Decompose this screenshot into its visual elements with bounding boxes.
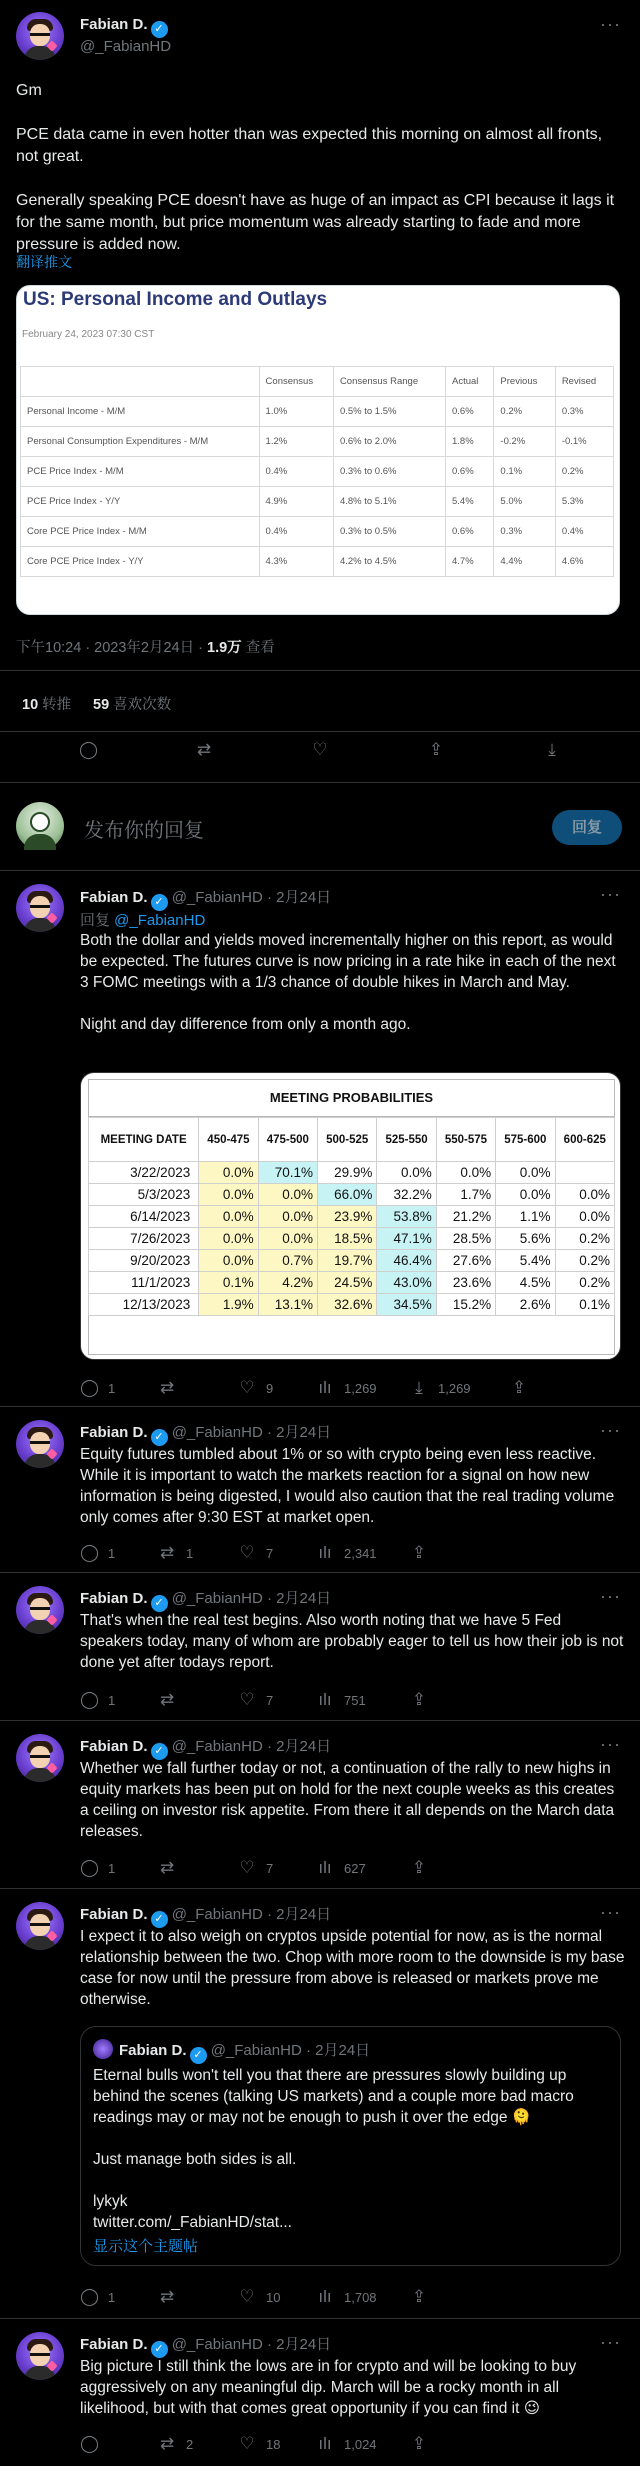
- verified-icon: ✓: [151, 1429, 168, 1446]
- timestamp[interactable]: 下午10:24 · 2023年2月24日 ·: [16, 640, 208, 656]
- author-name[interactable]: Fabian D.: [80, 889, 148, 906]
- meeting-date-cell: 11/1/2023: [89, 1272, 199, 1294]
- retweets-count: 10: [22, 697, 39, 713]
- quote-text: Eternal bulls won't tell you that there are pressures slowly building up behind the scenes (talking US markets) and a couple more bad macro readings may or may not be enough to push it over the edge 🫠 Just manage both sides is all. lykyk twitter.com/_FabianHD/stat...: [93, 2067, 574, 2231]
- more-icon[interactable]: ···: [600, 1902, 621, 1922]
- pce-table: [20, 366, 614, 577]
- verified-icon: ✓: [151, 1743, 168, 1760]
- probability-cell: 34.5%: [377, 1294, 436, 1316]
- actions-bar: [80, 2434, 428, 2454]
- reply-input[interactable]: 发布你的回复: [84, 820, 204, 842]
- share-icon: ⇪: [411, 1543, 427, 1562]
- likes-label: 喜欢次数: [109, 697, 172, 713]
- probability-title: MEETING PROBABILITIES: [88, 1079, 615, 1117]
- probability-row: [89, 1228, 615, 1250]
- reply-count: 1: [108, 1692, 116, 1708]
- actions-bar: [80, 1858, 428, 1878]
- pce-header-cell: Revised: [555, 367, 613, 397]
- tweet-date[interactable]: · 2月24日: [266, 1906, 332, 1923]
- likes-stat[interactable]: [93, 693, 171, 714]
- pce-cell: 0.6%: [445, 517, 493, 547]
- pce-cell: 0.4%: [555, 517, 613, 547]
- more-icon[interactable]: ···: [600, 14, 621, 34]
- avatar[interactable]: [16, 1902, 64, 1950]
- retweet-action[interactable]: [158, 2287, 238, 2307]
- probability-row: [89, 1272, 615, 1294]
- probability-cell: 1.7%: [436, 1184, 495, 1206]
- probability-row: [89, 1250, 615, 1272]
- probability-cell: 43.0%: [377, 1272, 436, 1294]
- heart-icon[interactable]: ♡: [312, 740, 328, 759]
- meeting-date-cell: 5/3/2023: [89, 1184, 199, 1206]
- reply-action[interactable]: [80, 1690, 158, 1710]
- tweet-text: That's when the real test begins. Also worth noting that we have 5 Fed speakers today, many of whom are probably eager to tell us how their job is not done yet after todays report.: [80, 1612, 624, 1671]
- probability-cell: 24.5%: [318, 1272, 377, 1294]
- probability-cell: 0.0%: [199, 1228, 258, 1250]
- tweet-date[interactable]: · 2月24日: [266, 1590, 332, 1607]
- views-count: 1,269: [344, 1380, 377, 1396]
- probability-cell: 0.0%: [496, 1162, 555, 1184]
- views-action[interactable]: [316, 2434, 410, 2454]
- tweet-text: Big picture I still think the lows are in for crypto and will be looking to buy aggressively on any meaningful dip. March will be a rocky month in all likelihood, but with that comes great opportunity if you can find it 😉: [80, 2358, 577, 2417]
- verified-icon: ✓: [151, 2341, 168, 2358]
- retweet-icon: ⇄: [159, 1378, 175, 1397]
- pce-cell: 4.2% to 4.5%: [333, 547, 445, 577]
- bookmark-count: 1,269: [438, 1380, 471, 1396]
- pce-header-cell: Consensus Range: [333, 367, 445, 397]
- share-action[interactable]: [410, 1543, 428, 1563]
- probability-cell: 0.0%: [199, 1206, 258, 1228]
- meeting-date-cell: 9/20/2023: [89, 1250, 199, 1272]
- share-icon[interactable]: ⇪: [428, 740, 444, 759]
- retweets-label: 转推: [38, 697, 72, 713]
- verified-icon: ✓: [151, 894, 168, 911]
- actions-bar: [80, 1543, 428, 1563]
- avatar[interactable]: [16, 884, 64, 932]
- views-count: 1.9万: [207, 640, 242, 656]
- avatar[interactable]: [16, 1586, 64, 1634]
- views-count: 751: [344, 1692, 366, 1708]
- meeting-date-cell: 6/14/2023: [89, 1206, 199, 1228]
- author-handle[interactable]: @_FabianHD: [171, 1424, 263, 1441]
- retweet-action[interactable]: [158, 2434, 238, 2454]
- like-count: 18: [266, 2436, 281, 2452]
- views-icon: ılı: [318, 1858, 332, 1877]
- heart-icon: ♡: [239, 2287, 255, 2306]
- probability-cell: 0.0%: [377, 1162, 436, 1184]
- probability-cell: 5.6%: [496, 1228, 555, 1250]
- views-label: 查看: [241, 640, 275, 656]
- share-action[interactable]: [510, 1378, 528, 1398]
- pce-cell: 4.4%: [494, 547, 555, 577]
- probability-cell: 0.2%: [555, 1250, 614, 1272]
- retweet-count: 1: [186, 1545, 194, 1561]
- retweet-icon[interactable]: ⇄: [196, 740, 212, 759]
- card-date: February 24, 2023 07:30 CST: [22, 329, 155, 340]
- verified-icon: ✓: [151, 1911, 168, 1928]
- share-action[interactable]: [410, 2287, 428, 2307]
- probability-cell: 0.0%: [496, 1184, 555, 1206]
- probability-row: [89, 1206, 615, 1228]
- probability-header-cell: 575-600: [496, 1118, 555, 1162]
- quote-date: · 2月24日: [305, 2042, 371, 2059]
- avatar[interactable]: [16, 2332, 64, 2380]
- reply-icon: ◯: [80, 1858, 100, 1877]
- probability-cell: 5.4%: [496, 1250, 555, 1272]
- my-avatar[interactable]: [16, 802, 64, 850]
- reply-icon[interactable]: ◯: [79, 740, 99, 759]
- like-action[interactable]: [238, 1690, 316, 1710]
- pce-cell: 0.1%: [494, 457, 555, 487]
- pce-cell: Personal Income - M/M: [21, 397, 260, 427]
- retweet-action[interactable]: [158, 1690, 238, 1710]
- heart-icon: ♡: [239, 1378, 255, 1397]
- pce-cell: 0.2%: [555, 457, 613, 487]
- retweet-icon: ⇄: [159, 1543, 175, 1562]
- quote-author-name: Fabian D.: [119, 2042, 187, 2059]
- card-title: US: Personal Income and Outlays: [23, 289, 328, 310]
- pce-row: [21, 457, 614, 487]
- probability-cell: 18.5%: [318, 1228, 377, 1250]
- pce-cell: 0.6%: [445, 457, 493, 487]
- share-icon: ⇪: [511, 1378, 527, 1397]
- heart-icon: ♡: [239, 1690, 255, 1709]
- pce-row: [21, 547, 614, 577]
- probability-cell: 2.6%: [496, 1294, 555, 1316]
- reply-icon: ◯: [80, 1543, 100, 1562]
- reply-icon: ◯: [80, 2287, 100, 2306]
- pce-card[interactable]: [16, 285, 620, 615]
- probability-cell: 19.7%: [318, 1250, 377, 1272]
- pce-row: [21, 427, 614, 457]
- like-action[interactable]: [238, 2434, 316, 2454]
- quote-avatar: [93, 2039, 113, 2059]
- pce-cell: Core PCE Price Index - M/M: [21, 517, 260, 547]
- tweet-text: Whether we fall further today or not, a continuation of the rally to new highs in equity markets has been put on hold for the next couple weeks as this creates a ceiling on investor risk appetite. From there it all depends on the March data releases.: [80, 1760, 615, 1840]
- meeting-date-cell: 3/22/2023: [89, 1162, 199, 1184]
- like-action[interactable]: [238, 1378, 316, 1398]
- probability-cell: 0.7%: [258, 1250, 317, 1272]
- pce-cell: 1.8%: [445, 427, 493, 457]
- probability-cell: 0.2%: [555, 1272, 614, 1294]
- author-name[interactable]: Fabian D.: [80, 2336, 148, 2353]
- retweet-action[interactable]: [158, 1543, 238, 1563]
- probability-cell: 32.6%: [318, 1294, 377, 1316]
- tweet-text: Gm PCE data came in even hotter than was expected this morning on almost all fronts, not great. Generally speaking PCE doesn't have as huge of an impact as CPI because it lags it for the same month, but price momentum was already starting to fade and more pressure is added now.: [16, 82, 615, 253]
- more-icon[interactable]: ···: [600, 1734, 621, 1754]
- pce-cell: 5.3%: [555, 487, 613, 517]
- pce-cell: 0.4%: [259, 517, 333, 547]
- pce-cell: 0.3% to 0.6%: [333, 457, 445, 487]
- pce-header-cell: [21, 367, 260, 397]
- views-action[interactable]: [316, 1378, 410, 1398]
- views-icon: ılı: [318, 1378, 332, 1397]
- pce-cell: -0.1%: [555, 427, 613, 457]
- tweet-date[interactable]: · 2月24日: [266, 1738, 332, 1755]
- author-name[interactable]: Fabian D.: [80, 1424, 148, 1441]
- views-action[interactable]: [316, 1858, 410, 1878]
- probability-cell: [555, 1162, 614, 1184]
- probability-cell: 0.2%: [555, 1228, 614, 1250]
- author-handle[interactable]: @_FabianHD: [171, 1738, 263, 1755]
- more-icon[interactable]: ···: [600, 884, 621, 904]
- probability-cell: 47.1%: [377, 1228, 436, 1250]
- more-icon[interactable]: ···: [600, 1586, 621, 1606]
- translate-link[interactable]: 翻译推文: [16, 254, 72, 270]
- pce-header-cell: Consensus: [259, 367, 333, 397]
- probability-cell: 0.0%: [555, 1206, 614, 1228]
- probability-cell: 0.0%: [436, 1162, 495, 1184]
- like-count: 7: [266, 1692, 274, 1708]
- like-count: 7: [266, 1545, 274, 1561]
- pce-row: [21, 517, 614, 547]
- retweet-action[interactable]: [158, 1858, 238, 1878]
- probability-cell: 0.0%: [258, 1206, 317, 1228]
- pce-cell: PCE Price Index - M/M: [21, 457, 260, 487]
- likes-count: 59: [93, 697, 110, 713]
- probability-row: [89, 1294, 615, 1316]
- author-handle[interactable]: @_FabianHD: [80, 38, 172, 55]
- views-icon: ılı: [318, 2434, 332, 2453]
- like-action[interactable]: [238, 1858, 316, 1878]
- replying-handle[interactable]: @_FabianHD: [114, 912, 206, 929]
- probability-cell: 0.0%: [199, 1162, 258, 1184]
- probability-image[interactable]: [80, 1072, 621, 1360]
- pce-cell: -0.2%: [494, 427, 555, 457]
- probability-cell: 46.4%: [377, 1250, 436, 1272]
- pce-cell: 0.6%: [445, 397, 493, 427]
- reply-action[interactable]: [80, 2434, 158, 2454]
- views-action[interactable]: [316, 1690, 410, 1710]
- reply-action[interactable]: [80, 2287, 158, 2307]
- probability-header-cell: 550-575: [436, 1118, 495, 1162]
- actions-bar: [80, 1690, 428, 1710]
- probability-header-cell: 450-475: [199, 1118, 258, 1162]
- author-name[interactable]: Fabian D.: [80, 1738, 148, 1755]
- probability-cell: 0.0%: [199, 1184, 258, 1206]
- retweet-icon: ⇄: [159, 2287, 175, 2306]
- tweet-text: Both the dollar and yields moved incrementally higher on this report, as would be expected. The futures curve is now pricing in a rate hike in each of the next 3 FOMC meetings with a 1/3 chance of double hikes in March and May. Night and day difference from only a month ago.: [80, 932, 616, 1033]
- views-count: 627: [344, 1860, 366, 1876]
- share-icon: ⇪: [411, 2434, 427, 2453]
- reply-count: 1: [108, 1545, 116, 1561]
- retweet-action[interactable]: [158, 1378, 238, 1398]
- pce-row: [21, 397, 614, 427]
- tweet-date[interactable]: · 2月24日: [266, 889, 332, 906]
- share-action[interactable]: [410, 1690, 428, 1710]
- like-count: 9: [266, 1380, 274, 1396]
- actions-bar: [80, 1378, 528, 1398]
- retweets-stat[interactable]: [22, 693, 71, 714]
- views-count: 1,024: [344, 2436, 377, 2452]
- pce-cell: 4.7%: [445, 547, 493, 577]
- meeting-date-cell: 7/26/2023: [89, 1228, 199, 1250]
- views-icon: ılı: [318, 2287, 332, 2306]
- tweet-text: I expect it to also weigh on cryptos upside potential for now, as is the normal relationship between the two. Chop with more room to the downside is my base case for now until the pressure from above is released or markets prove me otherwise.: [80, 1928, 625, 2008]
- probability-cell: 0.0%: [199, 1250, 258, 1272]
- pce-cell: 1.2%: [259, 427, 333, 457]
- pce-cell: 0.3% to 0.5%: [333, 517, 445, 547]
- share-action[interactable]: [410, 2434, 428, 2454]
- probability-cell: 4.2%: [258, 1272, 317, 1294]
- probability-header-cell: 500-525: [318, 1118, 377, 1162]
- pce-cell: 0.3%: [494, 517, 555, 547]
- views-count: 2,341: [344, 1545, 377, 1561]
- reply-action[interactable]: [80, 1543, 158, 1563]
- quote-author-handle: @_FabianHD: [210, 2042, 302, 2059]
- probability-header-cell: 600-625: [555, 1118, 614, 1162]
- replying-to: [80, 909, 205, 930]
- probability-cell: 0.0%: [258, 1228, 317, 1250]
- probability-cell: 15.2%: [436, 1294, 495, 1316]
- like-action[interactable]: [238, 1543, 316, 1563]
- reply-icon: ◯: [80, 1690, 100, 1709]
- pce-cell: 4.6%: [555, 547, 613, 577]
- views-action[interactable]: [316, 2287, 410, 2307]
- replying-label: 回复: [80, 912, 115, 929]
- quoted-tweet[interactable]: [80, 2026, 621, 2266]
- pce-header-cell: Previous: [494, 367, 555, 397]
- tweet-date[interactable]: · 2月24日: [266, 1424, 332, 1441]
- probability-cell: 0.1%: [199, 1272, 258, 1294]
- reply-count: 1: [108, 2289, 116, 2305]
- reply-action[interactable]: [80, 1858, 158, 1878]
- views-icon: ılı: [318, 1543, 332, 1562]
- probability-cell: 1.1%: [496, 1206, 555, 1228]
- download-icon: ⤓: [415, 1378, 423, 1397]
- like-count: 7: [266, 1860, 274, 1876]
- pce-cell: 5.4%: [445, 487, 493, 517]
- views-icon: ılı: [318, 1690, 332, 1709]
- pce-header-cell: Actual: [445, 367, 493, 397]
- bookmark-action[interactable]: [410, 1378, 510, 1398]
- probability-cell: 32.2%: [377, 1184, 436, 1206]
- views-action[interactable]: [316, 1543, 410, 1563]
- pce-cell: 0.2%: [494, 397, 555, 427]
- share-icon: ⇪: [411, 1858, 427, 1877]
- probability-cell: 1.9%: [199, 1294, 258, 1316]
- probability-cell: 21.2%: [436, 1206, 495, 1228]
- reply-icon: ◯: [80, 2434, 100, 2453]
- probability-cell: 4.5%: [496, 1272, 555, 1294]
- avatar[interactable]: [16, 12, 64, 60]
- probability-cell: 53.8%: [377, 1206, 436, 1228]
- probability-cell: 0.1%: [555, 1294, 614, 1316]
- actions-bar: [80, 2287, 428, 2307]
- probability-cell: 13.1%: [258, 1294, 317, 1316]
- probability-cell: 27.6%: [436, 1250, 495, 1272]
- probability-cell: 0.0%: [258, 1184, 317, 1206]
- heart-icon: ♡: [239, 1543, 255, 1562]
- probability-cell: 66.0%: [318, 1184, 377, 1206]
- avatar[interactable]: [16, 1420, 64, 1468]
- author-handle[interactable]: @_FabianHD: [171, 2336, 263, 2353]
- reply-count: 1: [108, 1860, 116, 1876]
- probability-header-cell: MEETING DATE: [89, 1118, 199, 1162]
- verified-icon: ✓: [151, 1595, 168, 1612]
- pce-cell: 5.0%: [494, 487, 555, 517]
- heart-icon: ♡: [239, 2434, 255, 2453]
- heart-icon: ♡: [239, 1858, 255, 1877]
- meeting-date-cell: 12/13/2023: [89, 1294, 199, 1316]
- reply-count: 1: [108, 1380, 116, 1396]
- author-name[interactable]: Fabian D.: [80, 1590, 148, 1607]
- retweet-icon: ⇄: [159, 1690, 175, 1709]
- pce-cell: 0.3%: [555, 397, 613, 427]
- author-name[interactable]: Fabian D.: [80, 1906, 148, 1923]
- pce-cell: 0.5% to 1.5%: [333, 397, 445, 427]
- verified-icon: ✓: [151, 21, 168, 38]
- author-name[interactable]: Fabian D.: [80, 16, 148, 33]
- author-handle[interactable]: @_FabianHD: [171, 1906, 263, 1923]
- verified-icon: ✓: [190, 2047, 207, 2064]
- author-handle[interactable]: @_FabianHD: [171, 889, 263, 906]
- probability-header-cell: 475-500: [258, 1118, 317, 1162]
- main-actions: [0, 740, 640, 760]
- retweet-count: 2: [186, 2436, 194, 2452]
- author-handle[interactable]: @_FabianHD: [171, 1590, 263, 1607]
- probability-header-cell: 525-550: [377, 1118, 436, 1162]
- show-thread-link[interactable]: 显示这个主题帖: [93, 2238, 199, 2255]
- pce-cell: Core PCE Price Index - Y/Y: [21, 547, 260, 577]
- probability-row: [89, 1184, 615, 1206]
- share-icon: ⇪: [411, 1690, 427, 1709]
- probability-cell: 29.9%: [318, 1162, 377, 1184]
- tweet-date[interactable]: · 2月24日: [266, 2336, 332, 2353]
- pce-cell: 4.8% to 5.1%: [333, 487, 445, 517]
- probability-table: [88, 1117, 615, 1316]
- more-icon[interactable]: ···: [600, 1420, 621, 1440]
- tweet-meta: [16, 636, 275, 657]
- views-count: 1,708: [344, 2289, 377, 2305]
- pce-cell: PCE Price Index - Y/Y: [21, 487, 260, 517]
- pce-row: [21, 487, 614, 517]
- probability-row: [89, 1162, 615, 1184]
- reply-button[interactable]: 回复: [552, 810, 622, 845]
- pce-cell: Personal Consumption Expenditures - M/M: [21, 427, 260, 457]
- pce-cell: 0.6% to 2.0%: [333, 427, 445, 457]
- probability-cell: 0.0%: [555, 1184, 614, 1206]
- avatar[interactable]: [16, 1734, 64, 1782]
- tweet-text: Equity futures tumbled about 1% or so with crypto being even less reactive. While it is important to watch the markets reaction for a signal on how new information is being digested, I would also caution that the real trading volume only comes after 9:30 EST at market open.: [80, 1446, 615, 1526]
- share-action[interactable]: [410, 1858, 428, 1878]
- like-count: 10: [266, 2289, 281, 2305]
- share-icon: ⇪: [411, 2287, 427, 2306]
- reply-action[interactable]: [80, 1378, 158, 1398]
- probability-cell: 70.1%: [258, 1162, 317, 1184]
- pce-cell: 1.0%: [259, 397, 333, 427]
- like-action[interactable]: [238, 2287, 316, 2307]
- more-icon[interactable]: ···: [600, 2332, 621, 2352]
- retweet-icon: ⇄: [159, 1858, 175, 1877]
- pce-cell: 4.3%: [259, 547, 333, 577]
- download-icon[interactable]: ⤓: [548, 740, 556, 759]
- retweet-icon: ⇄: [159, 2434, 175, 2453]
- reply-icon: ◯: [80, 1378, 100, 1397]
- pce-cell: 4.9%: [259, 487, 333, 517]
- probability-cell: 23.9%: [318, 1206, 377, 1228]
- probability-cell: 28.5%: [436, 1228, 495, 1250]
- pce-cell: 0.4%: [259, 457, 333, 487]
- probability-cell: 23.6%: [436, 1272, 495, 1294]
